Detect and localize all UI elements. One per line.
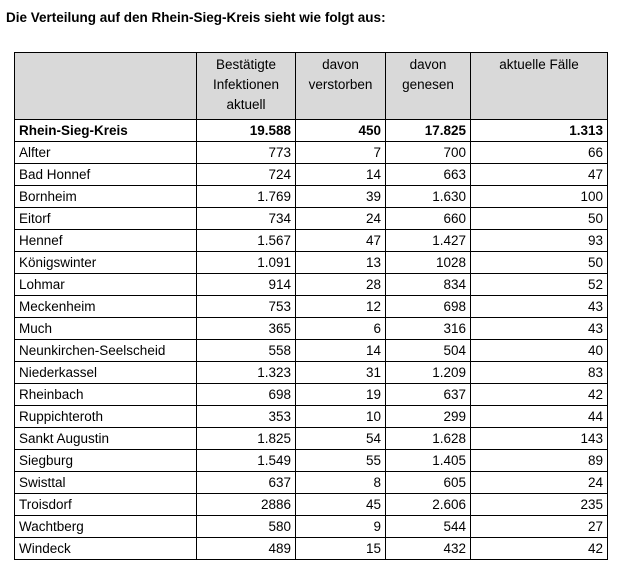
recovered-cell: 544	[386, 516, 471, 538]
infected-cell: 698	[197, 384, 296, 406]
infected-cell: 2886	[197, 494, 296, 516]
recovered-cell: 660	[386, 208, 471, 230]
municipality-cell: Much	[15, 318, 197, 340]
table-row	[15, 208, 608, 230]
table-row	[15, 362, 608, 384]
municipality-cell: Ruppichteroth	[15, 406, 197, 428]
deceased-cell: 45	[296, 494, 386, 516]
municipality-cell: Troisdorf	[15, 494, 197, 516]
current-cell: 27	[471, 516, 608, 538]
recovered-cell: 1.628	[386, 428, 471, 450]
municipality-cell: Wachtberg	[15, 516, 197, 538]
current-cell: 235	[471, 494, 608, 516]
current-cell: 100	[471, 186, 608, 208]
table-row	[15, 164, 608, 186]
municipality-cell: Meckenheim	[15, 296, 197, 318]
municipality-cell: Rhein-Sieg-Kreis	[15, 120, 197, 142]
deceased-cell: 450	[296, 120, 386, 142]
infected-cell: 914	[197, 274, 296, 296]
deceased-cell: 12	[296, 296, 386, 318]
table-row	[15, 252, 608, 274]
header-infected	[197, 53, 296, 120]
infected-cell: 580	[197, 516, 296, 538]
infected-cell: 1.769	[197, 186, 296, 208]
table-row	[15, 340, 608, 362]
table-body	[15, 120, 608, 560]
infected-cell: 1.567	[197, 230, 296, 252]
recovered-cell: 17.825	[386, 120, 471, 142]
municipality-cell: Bornheim	[15, 186, 197, 208]
deceased-cell: 19	[296, 384, 386, 406]
deceased-cell: 8	[296, 472, 386, 494]
recovered-cell: 2.606	[386, 494, 471, 516]
header-deceased	[296, 53, 386, 120]
current-cell: 52	[471, 274, 608, 296]
table-row	[15, 142, 608, 164]
table-row	[15, 296, 608, 318]
current-cell: 42	[471, 384, 608, 406]
infected-cell: 724	[197, 164, 296, 186]
table-row	[15, 384, 608, 406]
deceased-cell: 54	[296, 428, 386, 450]
deceased-cell: 15	[296, 538, 386, 560]
infected-cell: 1.549	[197, 450, 296, 472]
header-recovered	[386, 53, 471, 120]
current-cell: 50	[471, 252, 608, 274]
deceased-cell: 14	[296, 340, 386, 362]
deceased-cell: 28	[296, 274, 386, 296]
current-cell: 93	[471, 230, 608, 252]
deceased-cell: 13	[296, 252, 386, 274]
deceased-cell: 9	[296, 516, 386, 538]
deceased-cell: 7	[296, 142, 386, 164]
table-row	[15, 274, 608, 296]
municipality-cell: Rheinbach	[15, 384, 197, 406]
infected-cell: 19.588	[197, 120, 296, 142]
municipality-cell: Hennef	[15, 230, 197, 252]
municipality-cell: Sankt Augustin	[15, 428, 197, 450]
municipality-cell: Swisttal	[15, 472, 197, 494]
table-row	[15, 538, 608, 560]
header-deceased-line: davon	[322, 57, 359, 72]
recovered-cell: 316	[386, 318, 471, 340]
current-cell: 40	[471, 340, 608, 362]
infected-cell: 1.323	[197, 362, 296, 384]
recovered-cell: 1.427	[386, 230, 471, 252]
infected-cell: 353	[197, 406, 296, 428]
table-row	[15, 406, 608, 428]
table-row	[15, 318, 608, 340]
deceased-cell: 47	[296, 230, 386, 252]
municipality-cell: Bad Honnef	[15, 164, 197, 186]
deceased-cell: 55	[296, 450, 386, 472]
current-cell: 89	[471, 450, 608, 472]
page-heading: Die Verteilung auf den Rhein-Sieg-Kreis sieht wie folgt aus:	[6, 10, 386, 25]
deceased-cell: 24	[296, 208, 386, 230]
current-cell: 143	[471, 428, 608, 450]
current-cell: 83	[471, 362, 608, 384]
municipality-cell: Alfter	[15, 142, 197, 164]
recovered-cell: 432	[386, 538, 471, 560]
recovered-cell: 700	[386, 142, 471, 164]
recovered-cell: 1028	[386, 252, 471, 274]
header-current-line: aktuelle Fälle	[499, 57, 579, 72]
deceased-cell: 39	[296, 186, 386, 208]
recovered-cell: 299	[386, 406, 471, 428]
header-infected-line: Infektionen	[212, 77, 280, 92]
infected-cell: 753	[197, 296, 296, 318]
header-municipality	[15, 53, 197, 120]
header-recovered-line: genesen	[402, 77, 454, 92]
header-infected-line: Bestätigte	[215, 57, 277, 72]
infected-cell: 1.825	[197, 428, 296, 450]
recovered-cell: 663	[386, 164, 471, 186]
infected-cell: 558	[197, 340, 296, 362]
recovered-cell: 1.405	[386, 450, 471, 472]
recovered-cell: 605	[386, 472, 471, 494]
municipality-cell: Niederkassel	[15, 362, 197, 384]
infected-cell: 1.091	[197, 252, 296, 274]
deceased-cell: 31	[296, 362, 386, 384]
current-cell: 43	[471, 318, 608, 340]
recovered-cell: 504	[386, 340, 471, 362]
infected-cell: 773	[197, 142, 296, 164]
table-row	[15, 428, 608, 450]
recovered-cell: 1.630	[386, 186, 471, 208]
infection-table	[14, 52, 608, 560]
table-row	[15, 516, 608, 538]
header-current	[471, 53, 608, 120]
recovered-cell: 834	[386, 274, 471, 296]
table-row	[15, 186, 608, 208]
table-row	[15, 230, 608, 252]
infected-cell: 637	[197, 472, 296, 494]
current-cell: 44	[471, 406, 608, 428]
current-cell: 50	[471, 208, 608, 230]
municipality-cell: Königswinter	[15, 252, 197, 274]
current-cell: 47	[471, 164, 608, 186]
header-deceased-line: verstorben	[308, 77, 373, 92]
municipality-cell: Lohmar	[15, 274, 197, 296]
table-row	[15, 472, 608, 494]
deceased-cell: 14	[296, 164, 386, 186]
current-cell: 24	[471, 472, 608, 494]
current-cell: 43	[471, 296, 608, 318]
recovered-cell: 1.209	[386, 362, 471, 384]
current-cell: 1.313	[471, 120, 608, 142]
recovered-cell: 637	[386, 384, 471, 406]
municipality-cell: Windeck	[15, 538, 197, 560]
infected-cell: 365	[197, 318, 296, 340]
header-recovered-line: davon	[409, 57, 447, 72]
infected-cell: 734	[197, 208, 296, 230]
infected-cell: 489	[197, 538, 296, 560]
current-cell: 66	[471, 142, 608, 164]
table-row	[15, 450, 608, 472]
header-infected-line: aktuell	[226, 97, 266, 112]
municipality-cell: Eitorf	[15, 208, 197, 230]
deceased-cell: 10	[296, 406, 386, 428]
municipality-cell: Neunkirchen-Seelscheid	[15, 340, 197, 362]
deceased-cell: 6	[296, 318, 386, 340]
total-row	[15, 120, 608, 142]
recovered-cell: 698	[386, 296, 471, 318]
municipality-cell: Siegburg	[15, 450, 197, 472]
current-cell: 42	[471, 538, 608, 560]
header-row	[15, 53, 608, 120]
table-row	[15, 494, 608, 516]
